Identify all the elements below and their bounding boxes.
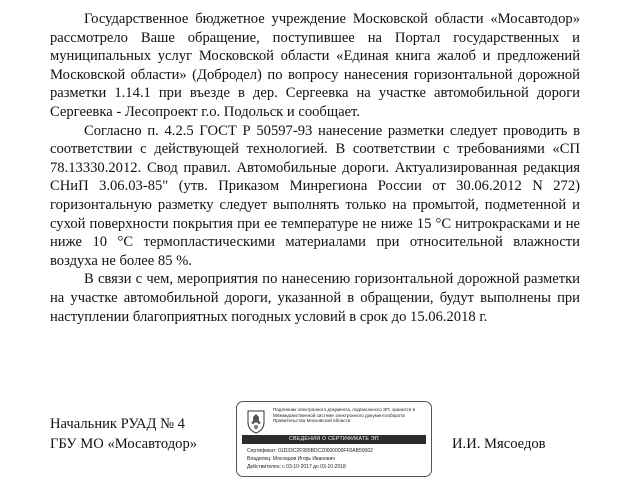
paragraph-conclusion: В связи с чем, мероприятия по нанесению горизонтальной дорожной разметки на участке автомобильной дороги, указанной в обращении, будут выполнены при наступлении благоприятных погодных условий в срок до 15.06.2018 г. [50, 271, 580, 325]
position-title: Начальник РУАД № 4 [50, 416, 185, 432]
letter-body [50, 10, 580, 326]
paragraph-response-intro: Государственное бюджетное учреждение Московской области «Мосавтодор» рассмотрело Ваше обращение, поступившее на Портал государственных и муниципальных услуг Московской области «Единая книга жалоб и предложений Московской области» (Добродел) по вопросу нанесения горизонтальной дорожной разметки 1.14.1 при въезде в дер. Сергеевка на участке автомобильной дороги Сергеевка - Лесопроект г.о. Подольск и сообщает. [50, 11, 580, 120]
stamp-header: СВЕДЕНИЯ О СЕРТИФИКАТЕ ЭП [242, 435, 426, 444]
certificate-number: Сертификат: 01D33C2F995BDC20000000FF0AB50002 [247, 448, 373, 454]
stamp-notice-text: Подлинник электронного документа, подписанного ЭП, хранится в Межведомственной системе электронного документооборота Правительства Московской области [273, 407, 416, 424]
signatory-position [50, 414, 197, 454]
e-signature-stamp [236, 401, 432, 477]
signatory-name: И.И. Мясоедов [452, 436, 546, 452]
paragraph-regulations: Согласно п. 4.2.5 ГОСТ Р 50597-93 нанесение разметки следует проводить в соответствии с действующей технологией. В соответствии с требованиями «СП 78.13330.2012. Свод правил. Автомобильные дороги. Актуализированная редакция СНиП 3.06.03-85" (утв. Приказом Минрегиона России от 30.06.2012 N 272) горизонтальную разметку следует выполнять только на промытой, подметенной и сухой поверхности покрытия при ее температуре не ниже 15 °С нитрокрасками и не ниже 10 °С термопластическими материалами при относительной влажности воздуха не более 85 %. [50, 122, 580, 269]
certificate-validity: Действителен: с 03-10-2017 до 03-10-2018 [247, 464, 346, 470]
organization-name: ГБУ МО «Мосавтодор» [50, 436, 198, 452]
coat-of-arms-icon [245, 408, 267, 434]
certificate-owner: Владелец: Мясоедов Игорь Иванович [247, 456, 335, 462]
